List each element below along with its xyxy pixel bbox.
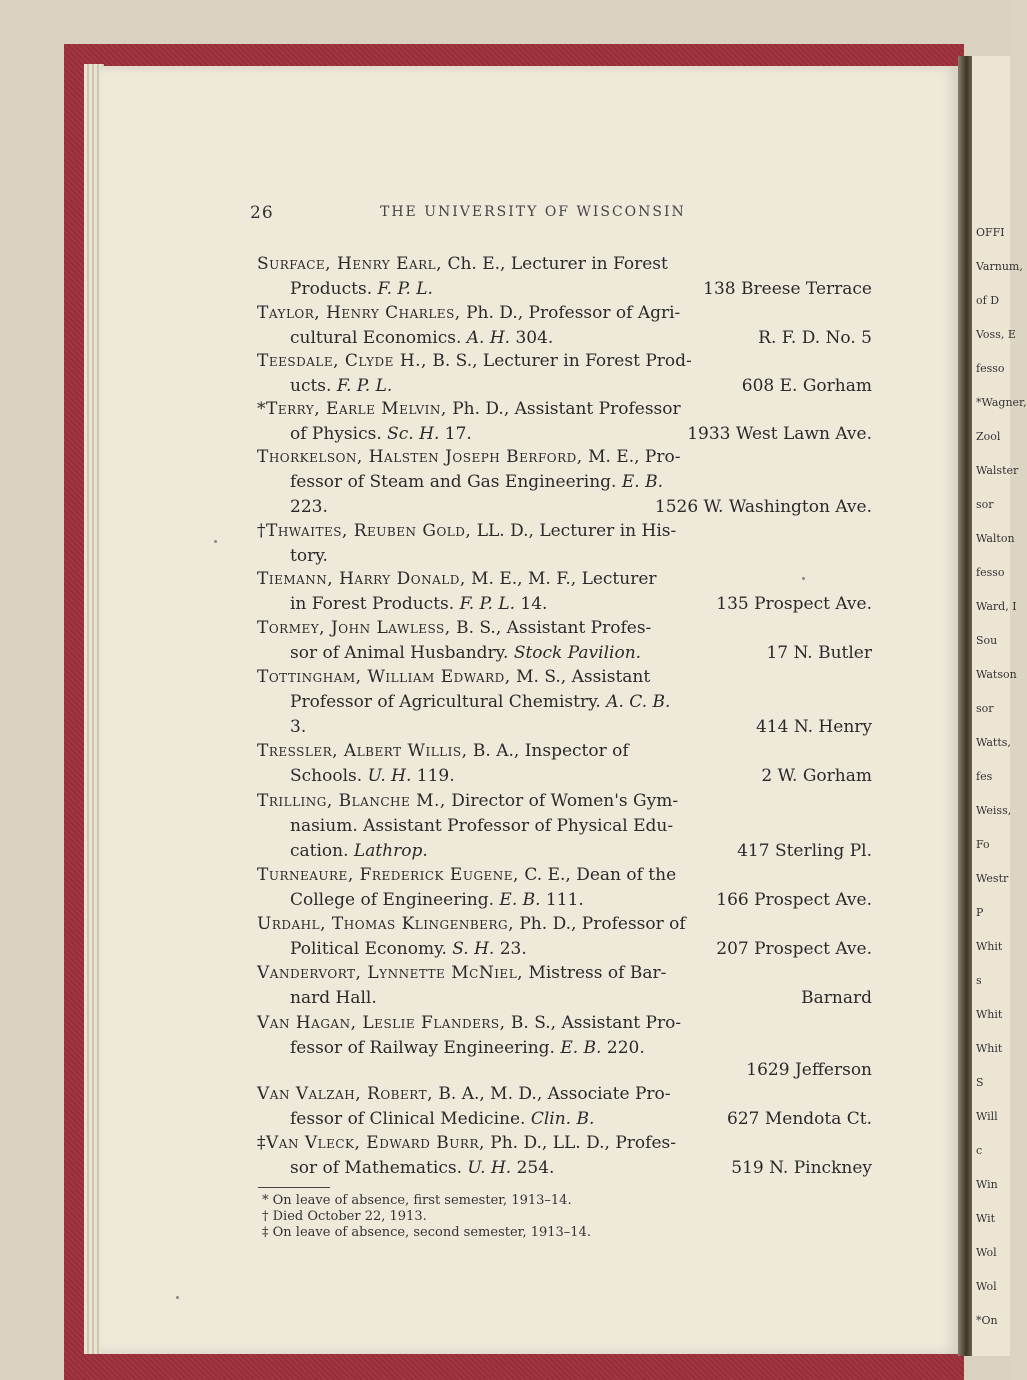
office-location: E. B. — [560, 1038, 602, 1058]
entry-continuation-line — [290, 1036, 645, 1060]
entry-heading-line — [257, 519, 676, 543]
facing-page-fragment: Voss, E — [976, 328, 1016, 341]
page-number: 26 — [250, 203, 274, 223]
entry-heading-line — [257, 445, 680, 469]
entry-text: Mistress of Bar- — [523, 963, 667, 983]
running-title: THE UNIVERSITY OF WISCONSIN — [380, 204, 686, 220]
person-name: Urdahl, Thomas Klingenberg, — [257, 914, 514, 934]
home-address: 207 Prospect Ave. — [716, 939, 872, 959]
entry-text: tory. — [290, 546, 328, 566]
facing-page-fragment: Whit — [976, 1042, 1003, 1055]
home-address: 17 N. Butler — [766, 643, 872, 663]
home-address: 2 W. Gorham — [761, 766, 872, 786]
entry-text: Schools. — [290, 766, 368, 786]
person-name: Tottingham, William Edward, — [257, 667, 511, 687]
entry-text: 3. — [290, 717, 307, 737]
footnote: ‡ On leave of absence, second semester, 1913–14. — [262, 1225, 591, 1240]
facing-page-fragment: Whit — [976, 940, 1003, 953]
home-address: 166 Prospect Ave. — [716, 890, 872, 910]
office-location: Clin. B. — [530, 1109, 595, 1129]
speck — [176, 1296, 179, 1299]
entry-continuation-line — [290, 592, 547, 616]
person-name: Teesdale, Clyde H., — [257, 351, 427, 371]
home-address: 417 Sterling Pl. — [737, 841, 872, 861]
entry-text: cultural Economics. — [290, 328, 467, 348]
facing-page-fragment: P — [976, 906, 984, 919]
person-name: Turneaure, Frederick Eugene, — [257, 865, 519, 885]
entry-heading-line — [257, 789, 678, 813]
room-number: 220. — [601, 1038, 645, 1058]
facing-page-fragment: c — [976, 1144, 983, 1157]
facing-page-fragment: Win — [976, 1178, 998, 1191]
book-gutter — [958, 56, 972, 1356]
entry-heading-line — [257, 1131, 676, 1155]
office-location: Sc. H. — [387, 424, 440, 444]
facing-page-fragment: Wol — [976, 1246, 997, 1259]
entry-text: 223. — [290, 497, 328, 517]
home-address: 1629 Jefferson — [746, 1060, 872, 1080]
room-number: 14. — [515, 594, 548, 614]
room-number: 23. — [494, 939, 527, 959]
entry-continuation-line — [290, 641, 641, 665]
entry-text: cation. — [290, 841, 354, 861]
entry-text: C. E., Dean of the — [518, 865, 677, 885]
facing-page-fragment: fes — [976, 770, 993, 783]
facing-page-fragment: sor — [976, 498, 994, 511]
entry-heading-line — [257, 567, 657, 591]
entry-heading-line — [257, 616, 651, 640]
facing-page-fragment: fesso — [976, 362, 1005, 375]
home-address: 1526 W. Washington Ave. — [654, 497, 872, 517]
entry-text: Political Economy. — [290, 939, 453, 959]
facing-page-fragment: Sou — [976, 634, 998, 647]
facing-page-fragment: Wit — [976, 1212, 996, 1225]
entry-continuation-line — [290, 422, 472, 446]
entry-text: of Physics. — [290, 424, 388, 444]
person-name: Vandervort, Lynnette McNiel, — [257, 963, 524, 983]
entry-text: Ph. D., LL. D., Profes- — [484, 1133, 676, 1153]
person-name: Trilling, Blanche M., — [257, 791, 446, 811]
office-location: Lathrop. — [353, 841, 428, 861]
entry-text: sor of Animal Husbandry. — [290, 643, 514, 663]
entry-text: B. A., Inspector of — [467, 741, 629, 761]
facing-page-fragment: Whit — [976, 1008, 1003, 1021]
entry-text: in Forest Products. — [290, 594, 460, 614]
person-name: Taylor, Henry Charles, — [257, 303, 461, 323]
home-address: 1933 West Lawn Ave. — [687, 424, 872, 444]
entry-continuation-line — [290, 986, 377, 1010]
entry-text: Director of Women's Gym- — [445, 791, 679, 811]
entry-text: B. S., Assistant Profes- — [450, 618, 652, 638]
room-number: 17. — [439, 424, 472, 444]
entry-heading-line — [257, 1082, 671, 1106]
person-name: Surface, Henry Earl, — [257, 254, 443, 274]
facing-page-fragment: Ward, I — [976, 600, 1017, 613]
entry-text: fessor of Clinical Medicine. — [290, 1109, 531, 1129]
entry-continuation-line — [290, 814, 673, 838]
person-name: Thorkelson, Halsten Joseph Berford, — [257, 447, 583, 467]
facing-page-fragment: Varnum, — [976, 260, 1023, 273]
entry-continuation-line — [290, 277, 433, 301]
home-address: 608 E. Gorham — [741, 376, 872, 396]
home-address: 519 N. Pinckney — [731, 1158, 872, 1178]
entry-text: fessor of Steam and Gas Engineering. — [290, 472, 622, 492]
entry-heading-line — [257, 397, 681, 421]
facing-page-fragment: s — [976, 974, 982, 987]
entry-text: Products. — [290, 279, 378, 299]
entry-continuation-line — [290, 888, 584, 912]
person-name: Van Valzah, Robert, — [257, 1084, 433, 1104]
entry-continuation-line — [290, 326, 553, 350]
entry-continuation-line — [290, 839, 428, 863]
home-address: 135 Prospect Ave. — [716, 594, 872, 614]
home-address: 138 Breese Terrace — [703, 279, 872, 299]
entry-continuation-line — [290, 690, 670, 714]
office-location: F. P. L. — [377, 279, 433, 299]
facing-page-fragment: *On — [976, 1314, 998, 1327]
person-name: Tormey, John Lawless, — [257, 618, 451, 638]
person-name: †Thwaites, Reuben Gold, — [257, 521, 472, 541]
facing-page-fragment: sor — [976, 702, 994, 715]
facing-page-fragment: Weiss, — [976, 804, 1012, 817]
entry-continuation-line — [290, 1156, 554, 1180]
entry-heading-line — [257, 252, 668, 276]
entry-heading-line — [257, 301, 680, 325]
office-location: F. P. L. — [459, 594, 516, 614]
entry-text: Ph. D., Professor of — [513, 914, 686, 934]
running-head — [250, 203, 740, 227]
entry-text: ucts. — [290, 376, 337, 396]
office-location: U. H. — [367, 766, 412, 786]
room-number: 304. — [510, 328, 554, 348]
entry-text: LL. D., Lecturer in His- — [471, 521, 677, 541]
entry-continuation-line — [290, 1107, 594, 1131]
entry-heading-line — [257, 912, 686, 936]
entry-text: Ph. D., Assistant Professor — [446, 399, 681, 419]
entry-heading-line — [257, 863, 676, 887]
office-location: A. C. B. — [606, 692, 671, 712]
facing-page-fragment: Watts, — [976, 736, 1011, 749]
entry-text: M. E., M. F., Lecturer — [465, 569, 657, 589]
facing-page-fragment: Will — [976, 1110, 998, 1123]
entry-text: Ch. E., Lecturer in Forest — [442, 254, 668, 274]
entry-text: Professor of Agricultural Chemistry. — [290, 692, 607, 712]
entry-continuation-line — [290, 764, 455, 788]
office-location: F. P. L. — [336, 376, 393, 396]
speck — [214, 540, 217, 543]
person-name: Tiemann, Harry Donald, — [257, 569, 466, 589]
entry-heading-line — [257, 349, 692, 373]
entry-text: College of Engineering. — [290, 890, 500, 910]
facing-page-fragment: of D — [976, 294, 1000, 307]
office-location: Stock Pavilion. — [513, 643, 642, 663]
facing-page-fragment: Wol — [976, 1280, 997, 1293]
entry-continuation-line — [290, 715, 306, 739]
entry-text: sor of Mathematics. — [290, 1158, 468, 1178]
home-address: Barnard — [801, 988, 872, 1008]
room-number: 119. — [411, 766, 455, 786]
entry-text: Ph. D., Professor of Agri- — [460, 303, 681, 323]
room-number: 111. — [540, 890, 584, 910]
entry-text: B. A., M. D., Associate Pro- — [432, 1084, 671, 1104]
entry-continuation-line — [290, 495, 328, 519]
entry-continuation-line — [290, 937, 527, 961]
facing-page — [972, 56, 1027, 1356]
home-address: 414 N. Henry — [755, 717, 872, 737]
home-address: 627 Mendota Ct. — [727, 1109, 872, 1129]
footnote: * On leave of absence, first semester, 1913–14. — [262, 1193, 572, 1208]
footnote: † Died October 22, 1913. — [262, 1209, 427, 1224]
facing-page-fragment: fesso — [976, 566, 1005, 579]
office-location: U. H. — [467, 1158, 512, 1178]
speck — [802, 577, 805, 580]
entry-text: M. E., Pro- — [582, 447, 681, 467]
office-location: E. B. — [499, 890, 541, 910]
facing-page-fragment: Zool — [976, 430, 1001, 443]
entry-heading-line — [257, 665, 650, 689]
home-address: R. F. D. No. 5 — [758, 328, 872, 348]
facing-page-fragment: Westr — [976, 872, 1009, 885]
office-location: S. H. — [452, 939, 495, 959]
person-name: *Terry, Earle Melvin, — [257, 399, 447, 419]
footnote-rule — [258, 1187, 330, 1188]
office-location: A. H. — [466, 328, 511, 348]
facing-page-fragment: Fo — [976, 838, 990, 851]
facing-page-fragment: Watson — [976, 668, 1017, 681]
facing-page-fragment: Walton — [976, 532, 1015, 545]
facing-page-fragment: *Wagner, — [976, 396, 1027, 409]
entry-text: fessor of Railway Engineering. — [290, 1038, 561, 1058]
entry-heading-line — [257, 961, 666, 985]
person-name: ‡Van Vleck, Edward Burr, — [257, 1133, 485, 1153]
entry-text: B. S., Lecturer in Forest Prod- — [426, 351, 692, 371]
entry-text: nasium. Assistant Professor of Physical Edu- — [290, 816, 674, 836]
room-number: 254. — [511, 1158, 555, 1178]
facing-page-fragment: S — [976, 1076, 984, 1089]
entry-text: nard Hall. — [290, 988, 377, 1008]
entry-text: B. S., Assistant Pro- — [505, 1013, 682, 1033]
office-location: E. B. — [621, 472, 663, 492]
entry-continuation-line — [290, 544, 328, 568]
entry-heading-line — [257, 739, 629, 763]
facing-page-fragment: Walster — [976, 464, 1019, 477]
person-name: Tressler, Albert Willis, — [257, 741, 468, 761]
entry-continuation-line — [290, 374, 392, 398]
person-name: Van Hagan, Leslie Flanders, — [257, 1013, 506, 1033]
facing-page-fragment: OFFI — [976, 226, 1005, 239]
entry-text: M. S., Assistant — [510, 667, 651, 687]
entry-heading-line — [257, 1011, 681, 1035]
entry-continuation-line — [290, 470, 663, 494]
